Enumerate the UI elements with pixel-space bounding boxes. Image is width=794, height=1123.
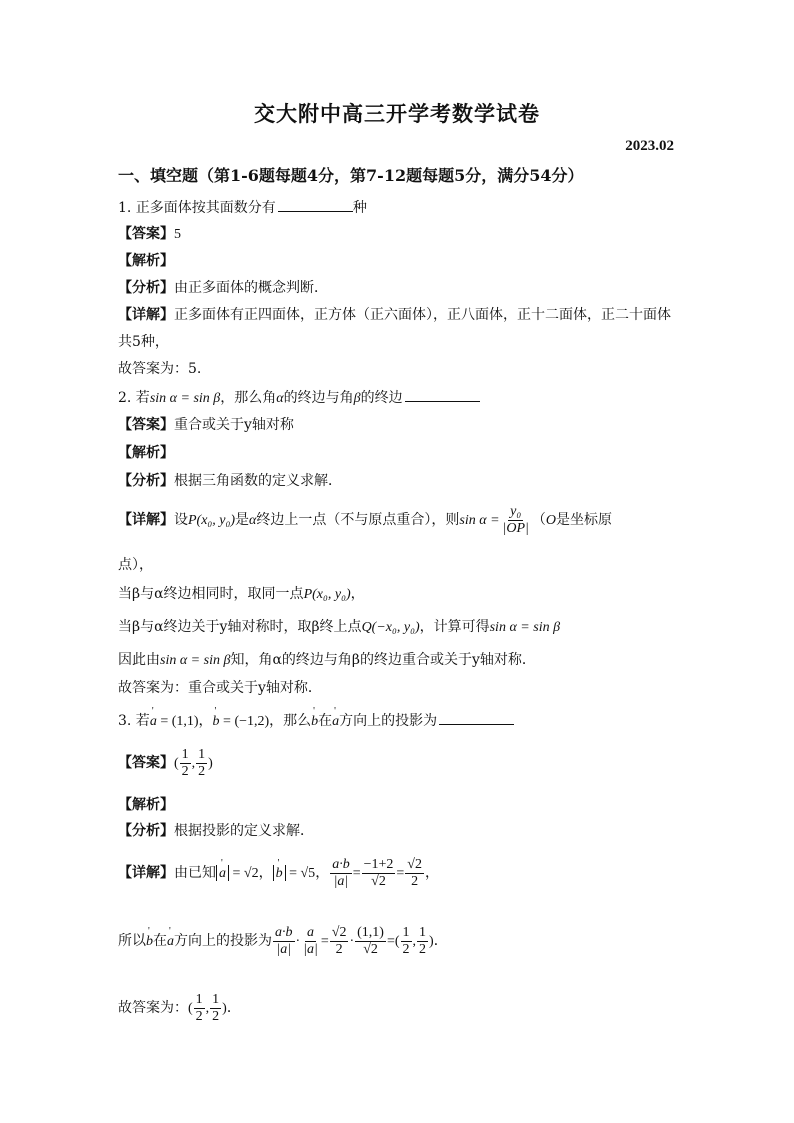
q2-detail xyxy=(118,503,612,538)
q3-detail xyxy=(118,856,439,891)
detail-tag: 【详解】 xyxy=(118,307,174,323)
q2-case-sym xyxy=(118,617,560,638)
point-p: P(x₀, y₀) xyxy=(303,587,351,602)
fenxi-text: 根据三角函数的定义求解． xyxy=(174,473,342,489)
fenxi-text: 根据投影的定义求解． xyxy=(174,823,314,839)
q2-fenxi xyxy=(118,471,342,491)
q3-number: 3. 若 xyxy=(118,713,150,729)
point-q: Q(−x₀, y₀) xyxy=(361,620,420,635)
detail-text: 方向上的投影为 xyxy=(174,933,272,949)
q2-equation: sin α = sin β xyxy=(149,391,221,406)
value-sqrt5: = √5 xyxy=(285,866,316,881)
equals: = xyxy=(320,934,329,949)
detail-text: 所以 xyxy=(118,933,146,949)
sin-equation: sin α = sin β xyxy=(160,653,231,668)
period: ． xyxy=(433,933,448,949)
q2-hence xyxy=(118,650,536,671)
vector-a: ' a xyxy=(219,857,226,891)
detail-text: 设 xyxy=(174,512,188,528)
q3-text: ， xyxy=(198,713,213,729)
fenxi-tag: 【分析】 xyxy=(118,473,174,489)
detail-text: 在 xyxy=(153,933,167,949)
q2-number: 2. 若 xyxy=(118,390,150,406)
q2-text: ，那么角 xyxy=(220,390,277,406)
vector-a: ' a xyxy=(150,712,157,732)
q3-conclusion xyxy=(118,990,241,1027)
case-text: ，计算可得 xyxy=(419,619,490,635)
hence-text: 因此由 xyxy=(118,652,160,668)
paren: ( xyxy=(394,934,400,949)
answer-tag: 【答案】 xyxy=(118,226,174,242)
case-text: 当β与α终边相同时，取同一点 xyxy=(118,586,304,602)
q1-answer xyxy=(118,224,181,245)
period: ． xyxy=(226,1000,241,1016)
fraction-half: $\frac{1}{2}$ xyxy=(195,991,203,1024)
q2-text: 的终边 xyxy=(360,390,403,406)
vector-a: ' a xyxy=(167,924,174,960)
alpha-symbol: α xyxy=(276,391,284,406)
vector-b: ' b xyxy=(311,712,318,732)
vector-a: ' a xyxy=(332,712,339,732)
detail-text: （ xyxy=(531,512,546,528)
point-p: P(x₀, y₀) xyxy=(188,513,236,528)
dot: · xyxy=(295,934,301,949)
value-sqrt2: = √2 xyxy=(229,866,259,881)
sin-alpha: sin α = xyxy=(459,513,500,528)
comma: ， xyxy=(258,865,273,881)
detail-tag: 【详解】 xyxy=(118,512,174,528)
fraction-half: $\frac{1}{2}$ xyxy=(181,746,189,779)
vector-b-value: = (−1,2) xyxy=(219,714,270,729)
dot: · xyxy=(349,934,355,949)
q2-text: 的终边与角 xyxy=(283,390,354,406)
fraction-value: $\frac{√2}{2}$ xyxy=(331,924,347,957)
detail-text: 是 xyxy=(235,512,250,528)
fraction-dot-over-abs: $\frac{a\cdot b}{|a|}$ xyxy=(275,924,293,957)
vector-b: ' b xyxy=(276,857,283,891)
q2-answer xyxy=(118,415,294,435)
q3-fenxi xyxy=(118,821,314,841)
q3-answer xyxy=(118,746,213,781)
fraction-y0-op: $\frac{\text{y₀}}{|OP|}$ xyxy=(502,503,529,536)
detail-text: 终边上一点（不与原点重合），则 xyxy=(256,512,460,528)
fraction-dot-over-abs: $\frac{a\cdot b}{|a|}$ xyxy=(332,856,350,889)
detail-text: 是坐标原 xyxy=(556,512,613,528)
detail-text: 由已知 xyxy=(174,865,216,881)
beta-symbol: β xyxy=(353,391,361,406)
answer-blank xyxy=(278,197,353,212)
vector-b: ' b xyxy=(146,924,153,960)
fraction-unit: $\frac{a}{|a|}$ xyxy=(303,924,318,957)
equals: = xyxy=(386,934,395,949)
q3-text: 在 xyxy=(318,713,333,729)
q1-suffix: 种 xyxy=(352,200,367,216)
fraction-value: $\frac{-1+2}{√2}$ xyxy=(363,856,394,889)
exam-date: 2023.02 xyxy=(625,138,674,154)
detail-tag: 【详解】 xyxy=(118,865,174,881)
q2-analysis-tag: 【解析】 xyxy=(118,445,174,461)
detail-text: 正多面体有正四面体，正方体（正六面体），正八面体，正十二面体，正二十面体 xyxy=(174,307,671,323)
case-text: 当β与α终边关于y轴对称时，取β终上点 xyxy=(118,619,362,635)
paren: ) xyxy=(222,1001,227,1016)
fenxi-tag: 【分析】 xyxy=(118,280,174,296)
paren: ( xyxy=(174,756,179,771)
paren: ( xyxy=(188,1001,193,1016)
comma: ， xyxy=(315,865,330,881)
q1-conclusion: 故答案为：5. xyxy=(118,361,202,377)
q1-detail xyxy=(118,305,671,325)
q3-text: 方向上的投影为 xyxy=(339,713,438,729)
q1-analysis-tag: 【解析】 xyxy=(118,253,174,269)
question-1 xyxy=(118,197,367,218)
q1-prefix: 1. 正多面体按其面数分有 xyxy=(118,200,276,216)
fenxi-tag: 【分析】 xyxy=(118,823,174,839)
question-2 xyxy=(118,387,480,409)
hence-text: 知，角α的终边与角β的终边重合或关于y轴对称． xyxy=(230,652,536,668)
equals: = xyxy=(396,866,405,881)
q3-analysis-tag: 【解析】 xyxy=(118,797,174,813)
q3-projection xyxy=(118,923,448,960)
origin-letter: O xyxy=(545,513,557,528)
comma: , xyxy=(205,1001,210,1016)
alpha-symbol: α xyxy=(249,513,257,528)
fenxi-text: 由正多面体的概念判断． xyxy=(174,280,328,296)
fraction-half: $\frac{1}{2}$ xyxy=(212,991,220,1024)
equals: = xyxy=(352,866,361,881)
answer-tag: 【答案】 xyxy=(118,417,174,433)
q2-case-same xyxy=(118,584,365,605)
answer-value: 5 xyxy=(174,227,181,242)
q2-conclusion: 故答案为：重合或关于y轴对称． xyxy=(118,680,322,696)
fraction-half: $\frac{1}{2}$ xyxy=(198,746,206,779)
q3-text: ，那么 xyxy=(269,713,312,729)
comma: , xyxy=(412,934,417,949)
fraction-value: $\frac{(1,1)}{√2}$ xyxy=(357,924,384,957)
q2-detail-cont: 点）， xyxy=(118,557,153,573)
case-text: ， xyxy=(350,586,365,602)
fraction-half: $\frac{1}{2}$ xyxy=(402,924,410,957)
vector-a-value: = (1,1) xyxy=(156,714,199,729)
paren: ) xyxy=(208,756,213,771)
answer-tag: 【答案】 xyxy=(118,755,174,771)
fraction-value: $\frac{√2}{2}$ xyxy=(407,856,422,889)
fraction-half: $\frac{1}{2}$ xyxy=(419,924,427,957)
comma: ， xyxy=(424,865,439,881)
conclusion-text: 故答案为： xyxy=(118,1000,188,1016)
section-heading: 一、填空题（第1-6题每题4分，第7-12题每题5分，满分54分） xyxy=(118,166,584,185)
page-title: 交大附中高三开学考数学试卷 xyxy=(254,101,540,126)
answer-blank xyxy=(439,710,514,725)
answer-blank xyxy=(405,387,480,402)
answer-value: 重合或关于y轴对称 xyxy=(174,417,294,433)
sin-equation: sin α = sin β xyxy=(489,620,561,635)
paren: ) xyxy=(429,934,434,949)
comma: , xyxy=(191,756,196,771)
question-3 xyxy=(118,710,514,732)
q1-fenxi xyxy=(118,278,328,298)
vector-b: ' b xyxy=(213,712,220,732)
q1-detail-cont: 共5种， xyxy=(118,334,169,350)
